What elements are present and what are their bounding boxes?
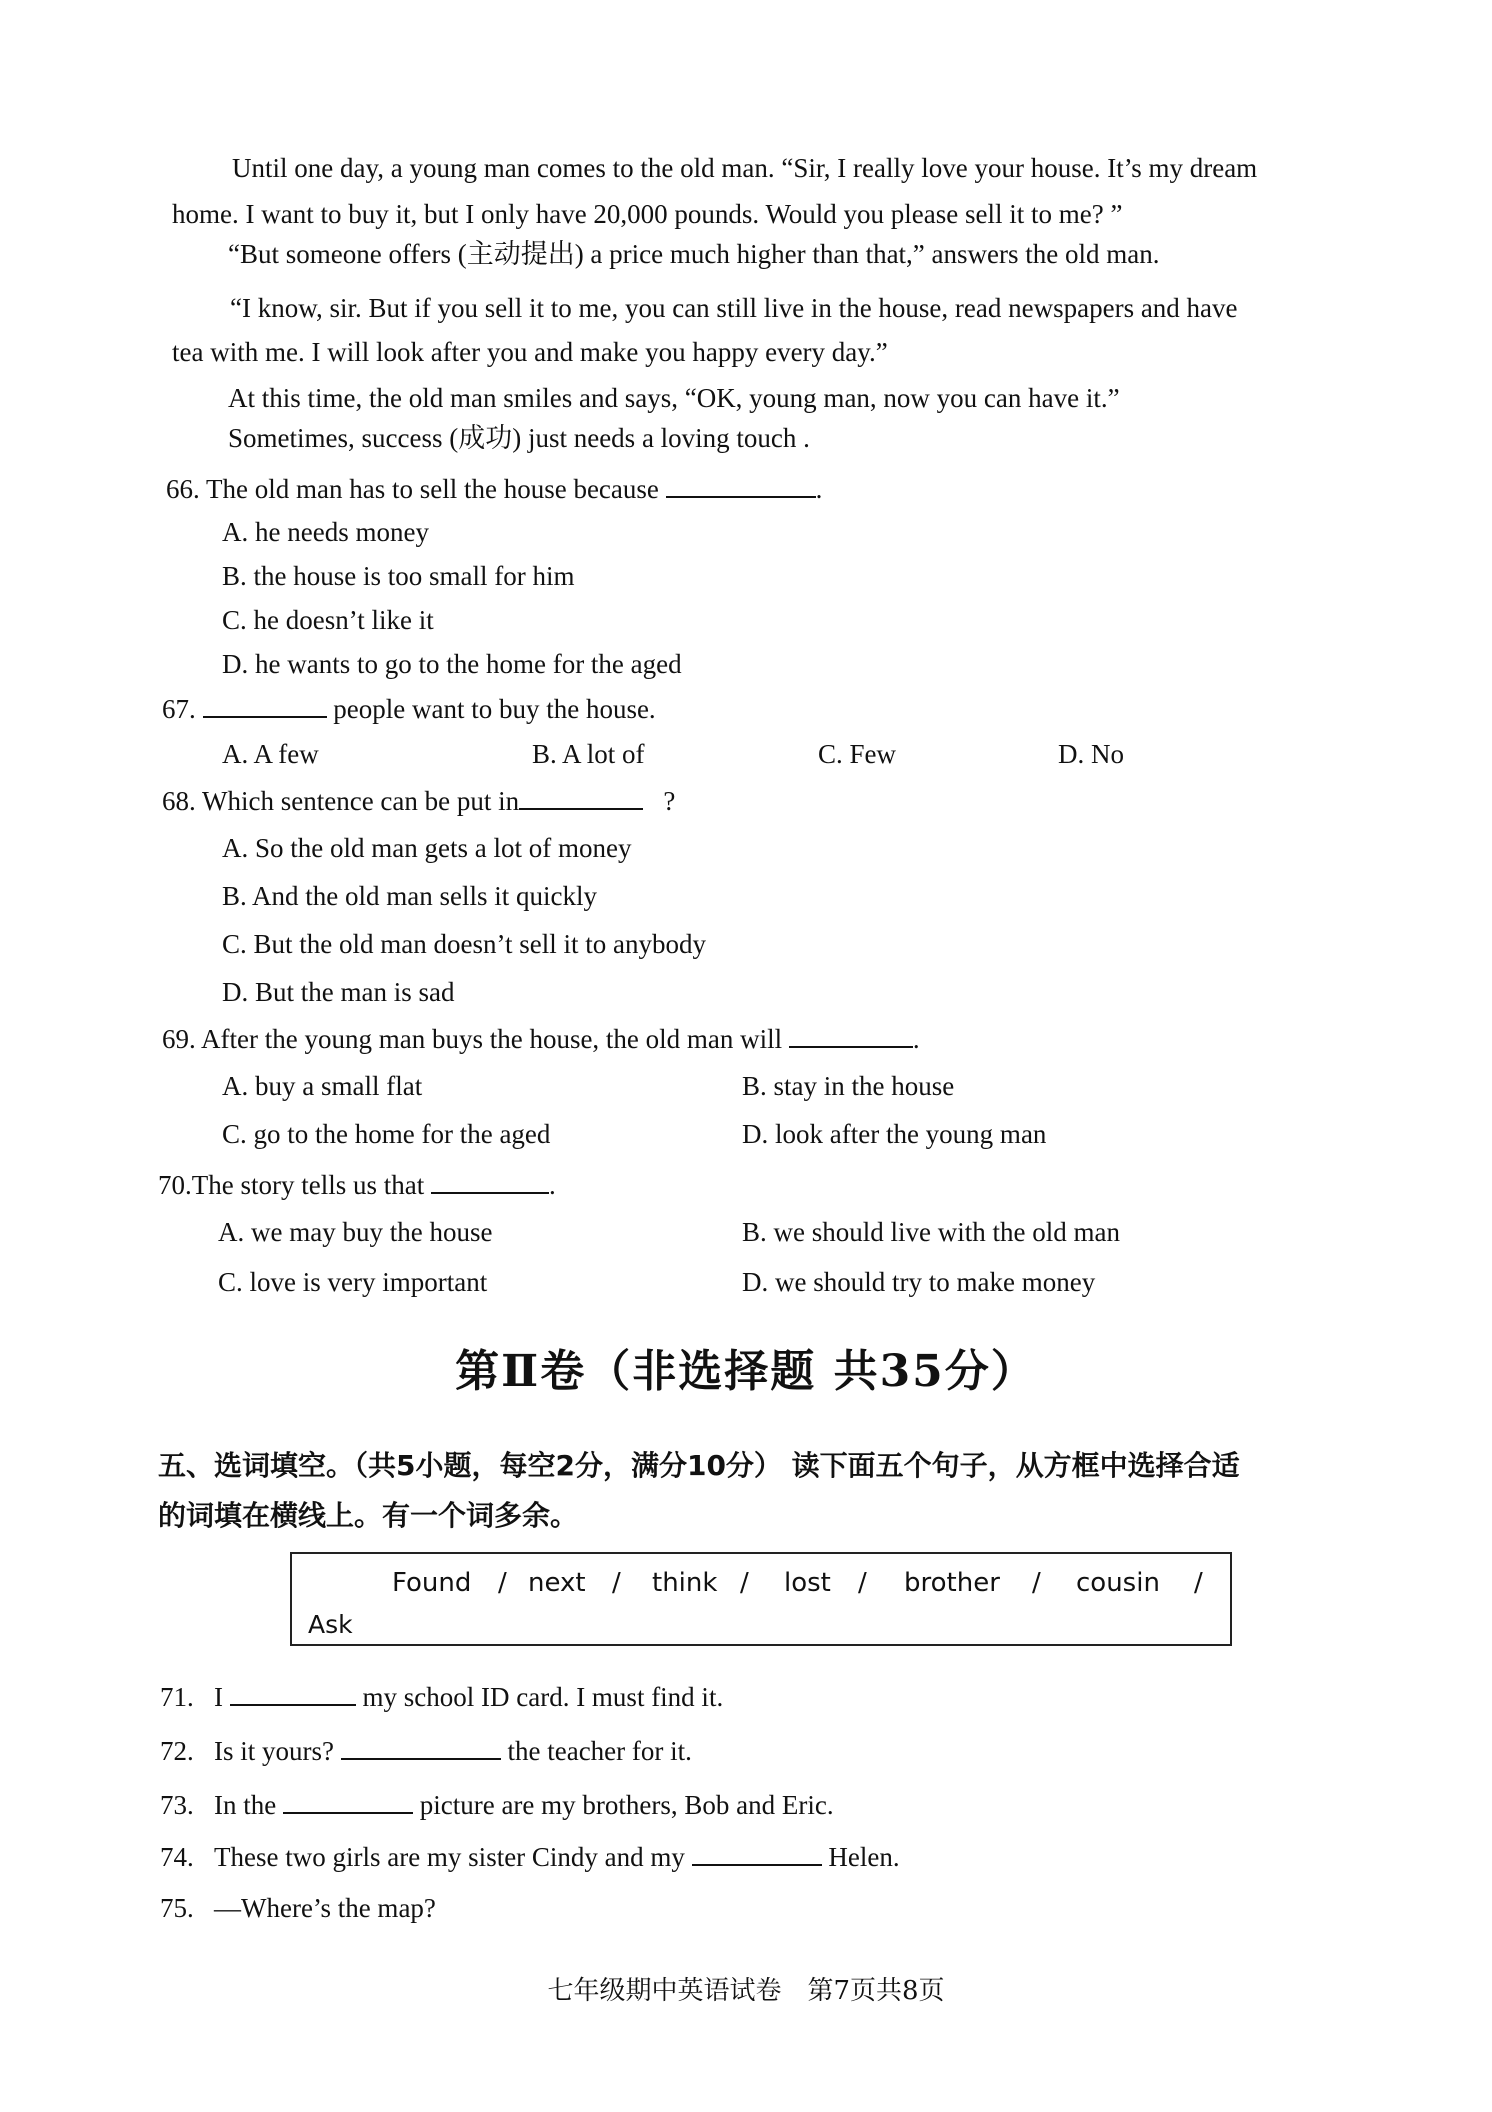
question-stem: 68. Which sentence can be put in ? xyxy=(162,782,675,819)
word-bank-word: think xyxy=(652,1568,718,1598)
option: A. So the old man gets a lot of money xyxy=(222,833,632,863)
fill-blank[interactable] xyxy=(230,1678,356,1706)
fill-item: 75. —Where’s the map? xyxy=(160,1893,436,1923)
answer-blank[interactable] xyxy=(666,470,816,498)
word-bank-separator: / xyxy=(1032,1568,1041,1598)
option: D. we should try to make money xyxy=(742,1267,1096,1297)
fill-blank[interactable] xyxy=(283,1786,413,1814)
page-footer: 七年级期中英语试卷 第7页共8页 xyxy=(547,1976,945,2006)
word-bank-word: cousin xyxy=(1076,1568,1160,1598)
passage-line: “But someone offers (主动提出) a price much higher than that,” answers the old man. xyxy=(228,239,1160,269)
fill-item: 72. Is it yours? the teacher for it. xyxy=(160,1732,692,1769)
option: D. No xyxy=(1058,739,1124,769)
passage-line: “I know, sir. But if you sell it to me, you can still live in the house, read newspapers and have xyxy=(230,293,1238,323)
option: B. we should live with the old man xyxy=(742,1217,1120,1247)
option: A. buy a small flat xyxy=(222,1071,423,1101)
answer-blank[interactable] xyxy=(203,690,327,718)
word-bank-word: lost xyxy=(784,1568,831,1598)
word-bank-word: brother xyxy=(904,1568,1000,1598)
passage-line: home. I want to buy it, but I only have 20,000 pounds. Would you please sell it to me? ” xyxy=(172,199,1123,229)
option: B. And the old man sells it quickly xyxy=(222,881,597,911)
fill-blank[interactable] xyxy=(341,1732,501,1760)
fill-item: 73. In the picture are my brothers, Bob and Eric. xyxy=(160,1786,834,1823)
option: C. love is very important xyxy=(218,1267,488,1297)
option: B. the house is too small for him xyxy=(222,561,575,591)
option: D. he wants to go to the home for the aged xyxy=(222,649,682,679)
fill-item: 71. I my school ID card. I must find it. xyxy=(160,1678,723,1715)
question-stem: 70.The story tells us that . xyxy=(158,1166,556,1203)
section-title: 第Ⅱ卷（非选择题 共35分） xyxy=(455,1346,1037,1397)
word-bank-separator: / xyxy=(1194,1568,1203,1598)
word-bank-box xyxy=(290,1552,1232,1646)
word-bank-word: Ask xyxy=(308,1610,353,1639)
word-bank-separator: / xyxy=(740,1568,749,1598)
option: D. But the man is sad xyxy=(222,977,455,1007)
question-stem: 66. The old man has to sell the house because . xyxy=(166,470,822,507)
passage-line: Until one day, a young man comes to the old man. “Sir, I really love your house. It’s my dream xyxy=(232,153,1258,183)
option: B. A lot of xyxy=(532,739,645,769)
option: A. he needs money xyxy=(222,517,429,547)
option: A. A few xyxy=(222,739,319,769)
section-heading: 五、选词填空。（共5小题，每空2分，满分10分） 读下面五个句子，从方框中选择合适 xyxy=(158,1449,1240,1482)
option: D. look after the young man xyxy=(742,1119,1047,1149)
answer-blank[interactable] xyxy=(519,782,643,810)
section-heading: 的词填在横线上。有一个词多余。 xyxy=(158,1499,579,1532)
option: B. stay in the house xyxy=(742,1071,955,1101)
answer-blank[interactable] xyxy=(789,1020,913,1048)
fill-item: 74. These two girls are my sister Cindy and my Helen. xyxy=(160,1838,900,1875)
word-bank-word: Found xyxy=(392,1568,472,1598)
option: C. go to the home for the aged xyxy=(222,1119,551,1149)
word-bank-word: next xyxy=(528,1568,586,1598)
passage-line: Sometimes, success (成功) just needs a loving touch . xyxy=(228,423,810,453)
passage-line: tea with me. I will look after you and make you happy every day.” xyxy=(172,337,888,367)
question-stem: 69. After the young man buys the house, the old man will . xyxy=(162,1020,920,1057)
option: C. Few xyxy=(818,739,897,769)
fill-blank[interactable] xyxy=(692,1838,822,1866)
option: C. he doesn’t like it xyxy=(222,605,434,635)
word-bank-separator: / xyxy=(612,1568,621,1598)
passage-line: At this time, the old man smiles and says, “OK, young man, now you can have it.” xyxy=(228,383,1120,413)
option: A. we may buy the house xyxy=(218,1217,493,1247)
answer-blank[interactable] xyxy=(431,1166,549,1194)
word-bank-separator: / xyxy=(858,1568,867,1598)
word-bank-separator: / xyxy=(498,1568,507,1598)
option: C. But the old man doesn’t sell it to anybody xyxy=(222,929,706,959)
question-stem: 67. people want to buy the house. xyxy=(162,690,656,727)
